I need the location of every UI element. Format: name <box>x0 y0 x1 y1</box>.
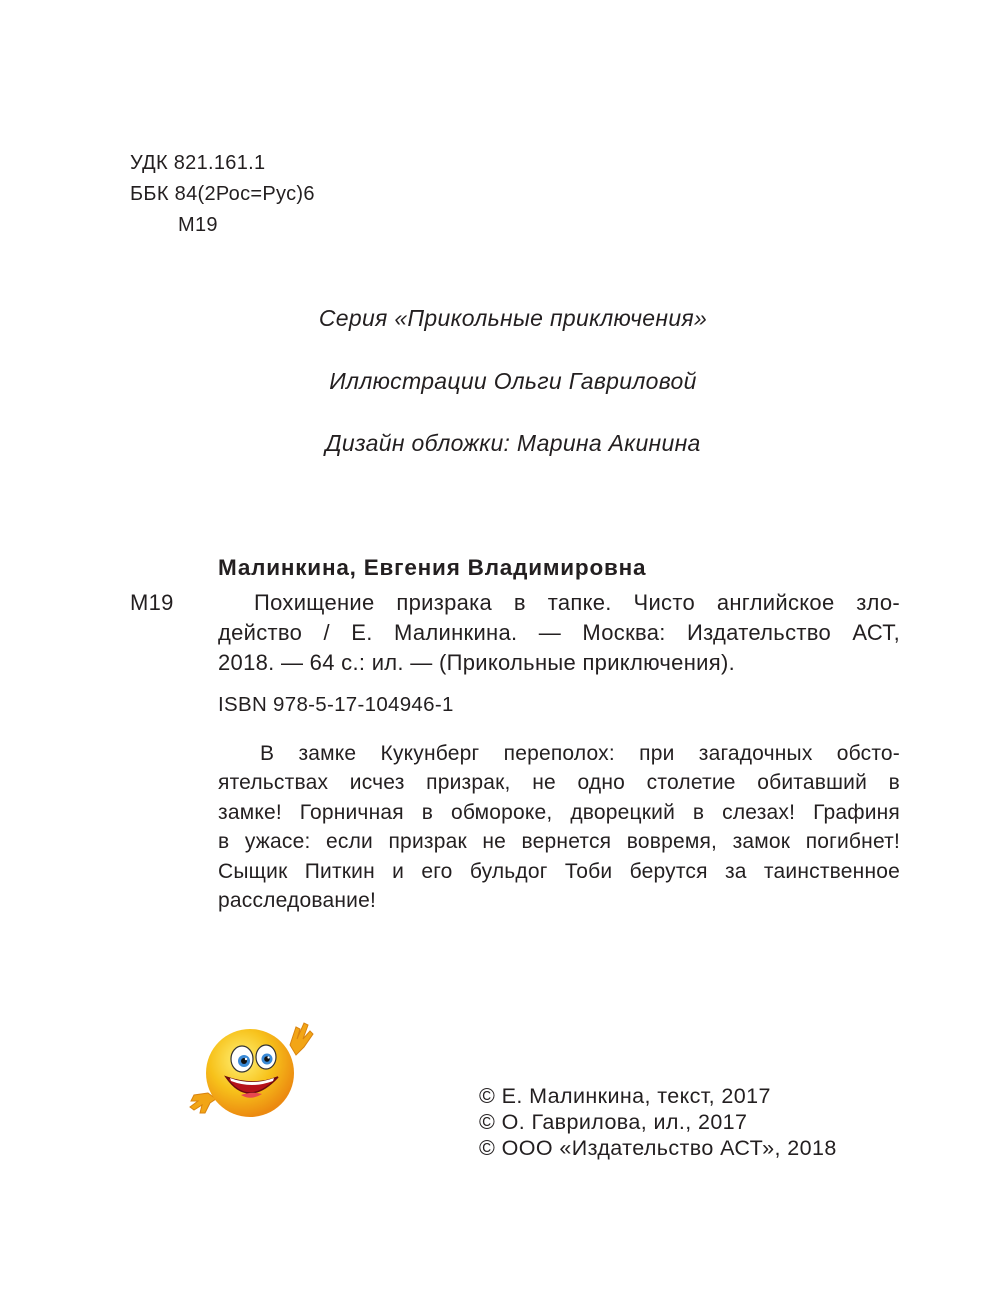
description-line: 2018. — 64 с.: ил. — (Прикольные приключения). <box>218 650 736 675</box>
copyright-line: © ООО «Издательство АСТ», 2018 <box>479 1136 837 1160</box>
copyright-block <box>479 1083 837 1161</box>
illustrations-line: Иллюстрации Ольги Гавриловой <box>329 368 697 394</box>
description-line: действо / Е. Малинкина. — Москва: Издательство АСТ, <box>218 620 900 645</box>
annotation-line: В замке Кукунберг переполох: при загадочных обсто- <box>260 742 900 765</box>
annotation-line: ятельствах исчез призрак, не одно столетие обитавший в <box>218 771 900 795</box>
credits-block-illustrations <box>0 368 987 395</box>
udk-code: УДК 821.161.1 <box>130 152 266 174</box>
annotation-line: расследование! <box>218 889 377 913</box>
bbk-code: ББК 84(2Рос=Рус)6 <box>130 183 315 205</box>
series-line: Серия «Прикольные приключения» <box>318 305 708 331</box>
credits-block-design <box>0 430 987 457</box>
credits-block <box>0 305 987 332</box>
annotation <box>218 739 900 915</box>
isbn: ISBN 978-5-17-104946-1 <box>218 693 454 716</box>
classification-codes <box>130 148 315 241</box>
annotation-line: Сыщик Питкин и его бульдог Тоби берутся за таинственное <box>218 859 900 883</box>
smiley-icon <box>186 1015 316 1120</box>
author-heading: Малинкина, Евгения Владимировна <box>218 555 647 580</box>
cover-design-line: Дизайн обложки: Марина Акинина <box>325 430 701 456</box>
catalog-description <box>218 588 900 678</box>
catalog-mark: М19 <box>130 590 174 615</box>
copyright-line: © Е. Малинкина, текст, 2017 <box>479 1084 771 1108</box>
author-mark-code: М19 <box>178 214 218 236</box>
description-line: Похищение призрака в тапке. Чисто английское зло- <box>254 590 900 615</box>
copyright-line: © О. Гаврилова, ил., 2017 <box>479 1110 748 1134</box>
annotation-line: в ужасе: если призрак не вернется вовремя, замок погибнет! <box>218 830 900 854</box>
annotation-line: замке! Горничная в обмороке, дворецкий в слезах! Графиня <box>218 800 900 824</box>
